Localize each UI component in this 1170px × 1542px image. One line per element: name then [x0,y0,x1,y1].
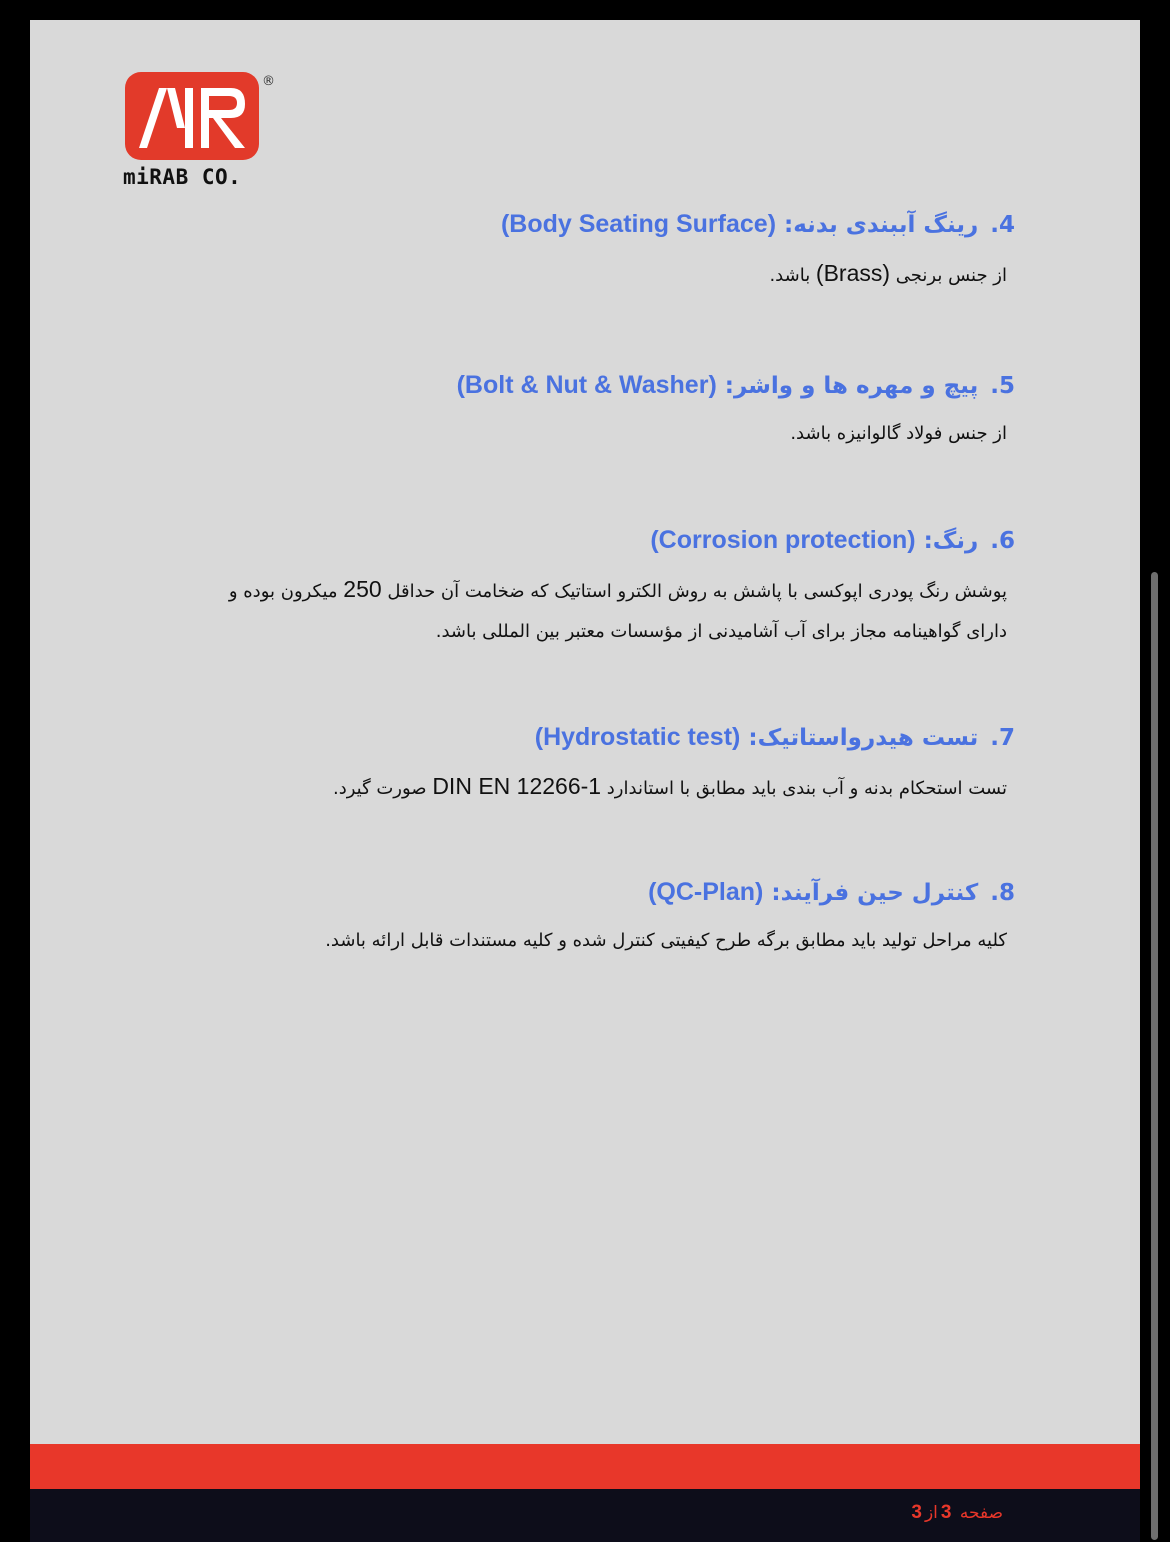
body-text: پوشش رنگ پودری اپوکسی با پاشش به روش الکترو استاتیک که ضخامت آن حداقل [381,581,1007,602]
section-title-en: (QC-Plan) [648,878,764,906]
section-4 [30,208,1015,296]
body-line [30,253,1007,296]
footer-accent-band [30,1444,1140,1489]
section-heading [30,524,1015,557]
section-title-fa: کنترل حین فرآیند: [771,880,979,906]
body-text: میکرون بوده و [228,581,344,602]
body-text: صورت گیرد. [332,778,433,799]
section-title-en: (Bolt & Nut & Washer) [456,371,717,399]
logo-wordmark: miRAB CO. [123,165,242,189]
section-body [30,414,1015,454]
section-title-fa: تست هیدرواستاتیک: [748,725,979,751]
section-title-en: (Body Seating Surface) [500,210,777,238]
section-body [30,569,1015,652]
footer-bar [30,1489,1140,1542]
body-text: از جنس فولاد گالوانیزه باشد. [790,423,1007,444]
section-5 [30,369,1015,454]
section-heading [30,876,1015,909]
page-total: 3 [911,1502,922,1523]
section-body [30,921,1015,961]
body-line [30,569,1007,612]
body-line [30,921,1007,961]
body-text: کلیه مراحل تولید باید مطابق برگه طرح کیفیتی کنترل شده و کلیه مستندات قابل ارائه باشد. [325,930,1007,951]
registered-mark: ® [262,74,275,89]
body-line [30,414,1007,454]
section-heading [30,369,1015,402]
section-title-fa: رینگ آببندی بدنه: [784,212,979,238]
section-number: 6. [990,528,1015,554]
body-text-en: (Brass) [815,260,891,286]
section-6 [30,524,1015,652]
body-text: دارای گواهینامه مجاز برای آب آشامیدنی از مؤسسات معتبر بین المللی باشد. [435,621,1007,642]
page-number [908,1502,1003,1524]
section-number: 7. [990,725,1015,751]
document-page [30,20,1140,1542]
section-8 [30,876,1015,961]
vertical-scrollbar[interactable] [1151,572,1158,1540]
logo-mark [125,72,259,160]
section-number: 4. [990,212,1015,238]
body-text: از جنس برنجی [890,265,1007,286]
section-title-en: (Hydrostatic test) [534,723,741,751]
body-text-en: DIN EN 12266-1 [432,773,602,799]
page-current: 3 [940,1502,952,1523]
section-body [30,253,1015,296]
company-logo [123,70,283,190]
body-text: تست استحکام بدنه و آب بندی باید مطابق با استاندارد [601,778,1007,799]
section-number: 8. [990,880,1015,906]
section-title-en: (Corrosion protection) [650,526,916,554]
logo-glyph-icon [125,72,259,160]
body-line [30,766,1007,809]
section-title-fa: رنگ: [923,528,979,554]
page-word: صفحه [959,1503,1003,1523]
section-number: 5. [990,373,1015,399]
section-7 [30,721,1015,809]
body-line [30,612,1007,652]
page-of-word: از [924,1503,938,1523]
body-text-en: 250 [343,576,382,602]
body-text: باشد. [769,265,816,286]
section-heading [30,721,1015,754]
section-body [30,766,1015,809]
section-title-fa: پیچ و مهره ها و واشر: [724,373,979,399]
section-heading [30,208,1015,241]
